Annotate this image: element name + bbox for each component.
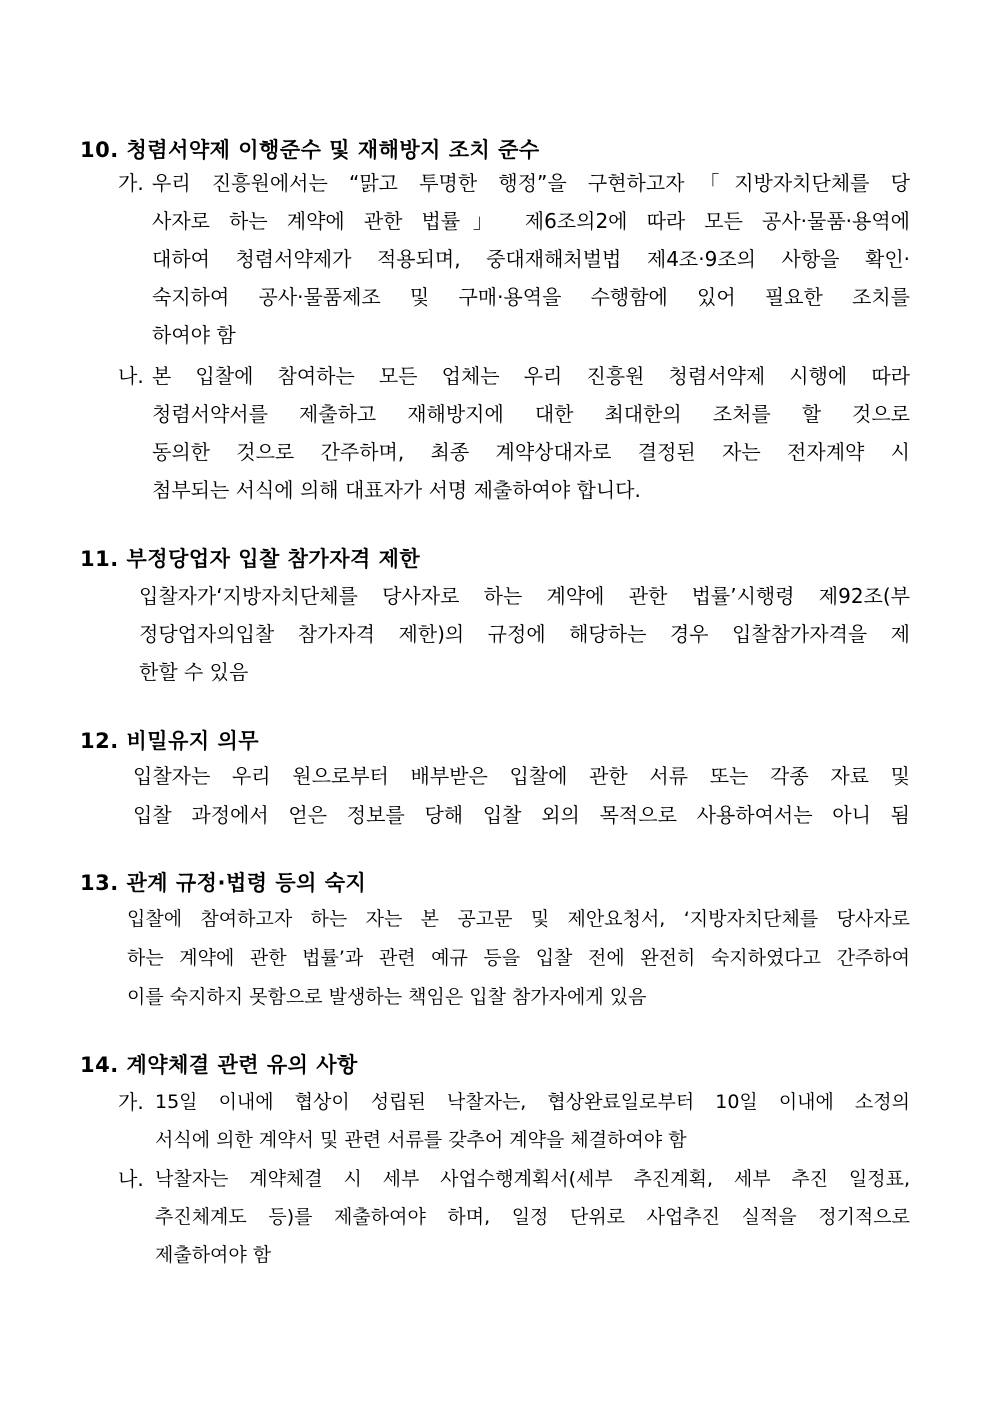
section-10-item-ga-line-1: 우리 진흥원에서는 “맑고 투명한 행정”을 구현하고자「지방자치단체를 당	[152, 171, 910, 195]
section-13-line-1: 입찰에 참여하고자 하는 자는 본 공고문 및 제안요청서, ‘지방자치단체를 당사자로	[127, 908, 910, 930]
section-14-title: 14. 계약체결 관련 유의 사항	[80, 1053, 358, 1077]
section-10-item-na-line-4: 첨부되는 서식에 의해 대표자가 서명 제출하여야 합니다.	[152, 478, 641, 502]
section-10-item-ga-marker: 가.	[118, 171, 144, 195]
section-13-line-2: 하는 계약에 관한 법률’과 관련 예규 등을 입찰 전에 완전히 숙지하였다고 간주하여	[127, 947, 910, 969]
section-10-title: 10. 청렴서약제 이행준수 및 재해방지 조치 준수	[80, 138, 540, 162]
section-10-item-ga-line-3: 대하여 청렴서약제가 적용되며, 중대재해처벌법 제4조·9조의 사항을 확인·	[152, 247, 910, 271]
section-14-item-na-line-3: 제출하여야 함	[155, 1244, 272, 1266]
section-14-item-na-line-1: 낙찰자는 계약체결 시 세부 사업수행계획서(세부 추진계획, 세부 추진 일정표,	[155, 1168, 910, 1190]
section-12-title: 12. 비밀유지 의무	[80, 729, 260, 753]
section-12-line-2: 입찰 과정에서 얻은 정보를 당해 입찰 외의 목적으로 사용하여서는 아니 됨	[133, 803, 910, 827]
section-14-item-ga-line-1: 15일 이내에 협상이 성립된 낙찰자는, 협상완료일로부터 10일 이내에 소정의	[155, 1091, 910, 1113]
section-13-title: 13. 관계 규정·법령 등의 숙지	[80, 871, 367, 895]
section-11-title: 11. 부정당업자 입찰 참가자격 제한	[80, 547, 421, 571]
section-14-item-ga-line-2: 서식에 의한 계약서 및 관련 서류를 갖추어 계약을 체결하여야 함	[155, 1129, 687, 1151]
section-13-line-3: 이를 숙지하지 못함으로 발생하는 책임은 입찰 참가자에게 있음	[127, 986, 647, 1008]
section-10-item-na-line-1: 본 입찰에 참여하는 모든 업체는 우리 진흥원 청렴서약제 시행에 따라	[152, 364, 910, 388]
section-11-line-2: 정당업자의입찰 참가자격 제한)의 규정에 해당하는 경우 입찰참가자격을 제	[139, 622, 910, 646]
section-12-line-1: 입찰자는 우리 원으로부터 배부받은 입찰에 관한 서류 또는 각종 자료 및	[133, 764, 910, 788]
section-14-item-na-marker: 나.	[118, 1167, 144, 1191]
section-11-line-1: 입찰자가‘지방자치단체를 당사자로 하는 계약에 관한 법률’시행령 제92조(부	[139, 584, 910, 608]
section-10-item-na-line-2: 청렴서약서를 제출하고 재해방지에 대한 최대한의 조처를 할 것으로	[152, 402, 910, 426]
section-10-item-na-line-3: 동의한 것으로 간주하며, 최종 계약상대자로 결정된 자는 전자계약 시	[152, 440, 910, 464]
section-14-item-ga-marker: 가.	[118, 1090, 144, 1114]
section-14-item-na-line-2: 추진체계도 등)를 제출하여야 하며, 일정 단위로 사업추진 실적을 정기적으로	[155, 1206, 910, 1228]
section-10-item-ga-line-4: 숙지하여 공사·물품제조 및 구매·용역을 수행함에 있어 필요한 조치를	[152, 285, 910, 309]
section-10-item-na-marker: 나.	[118, 364, 144, 388]
section-11-line-3: 한할 수 있음	[139, 660, 249, 684]
section-10-item-ga-line-5: 하여야 함	[152, 323, 236, 347]
section-10-item-ga-line-2: 사자로 하는 계약에 관한 법률」 제6조의2에 따라 모든 공사·물품·용역에	[152, 209, 910, 233]
